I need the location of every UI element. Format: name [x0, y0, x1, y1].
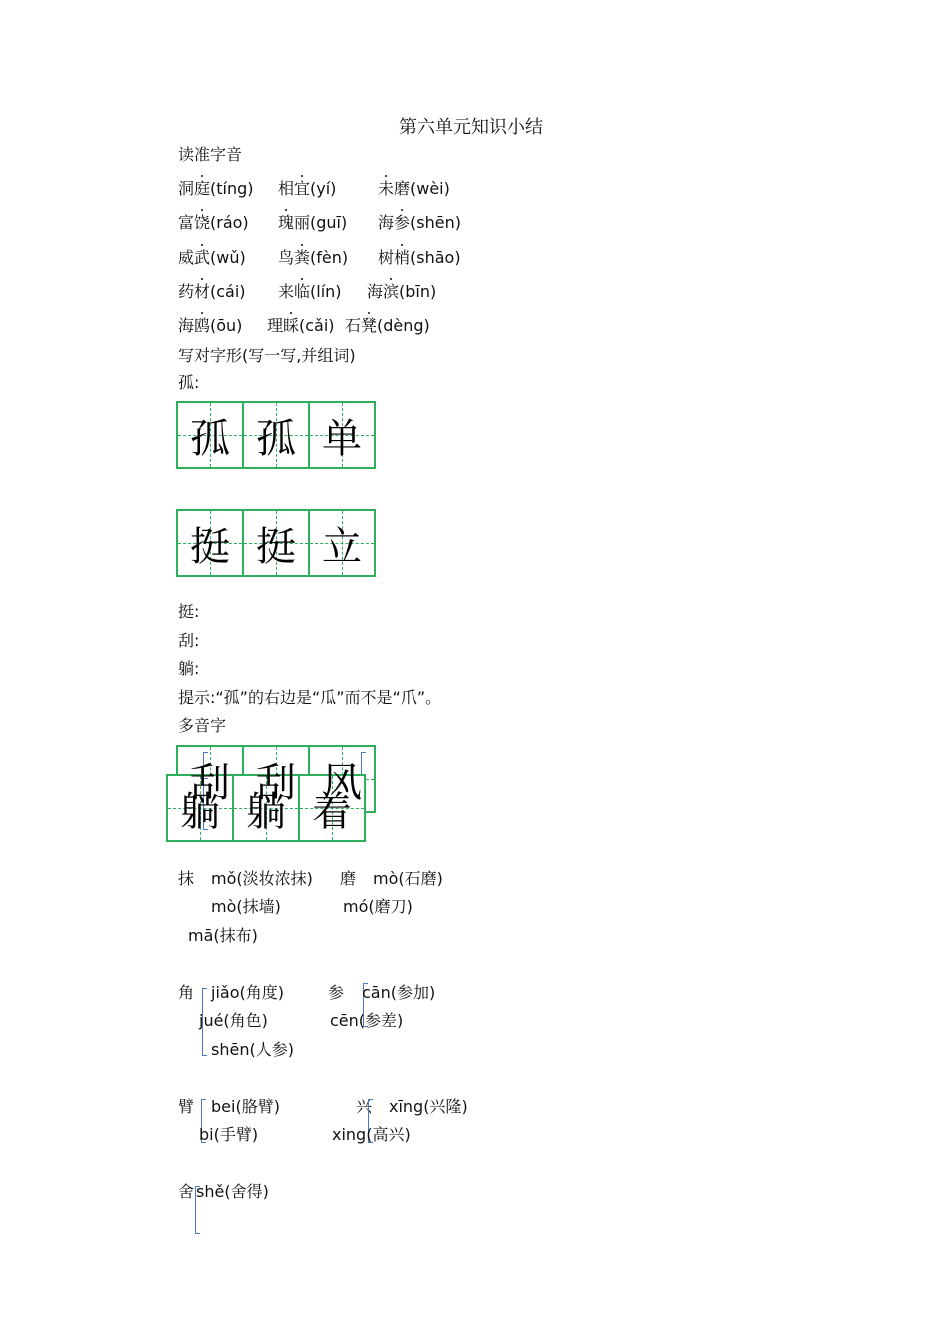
poly-reading: xīng(兴隆) [389, 1097, 468, 1116]
tianzige-grid-gua-clipped [176, 745, 376, 806]
pron-item: 来临(lín) [278, 282, 342, 301]
poly-char: 兴 [356, 1097, 373, 1116]
poly-reading: shēn(人参) [211, 1040, 294, 1059]
grid-char: 立 [322, 523, 362, 570]
tianzige-grid-tang [166, 774, 364, 842]
poly-reading: mò(石磨) [373, 869, 443, 888]
grid-char: 躺 [180, 788, 220, 835]
emphasis-dot [301, 244, 303, 246]
grid-char: 挺 [190, 523, 230, 570]
grid-char: 孤 [256, 415, 296, 462]
pron-item: 洞庭(tíng) [178, 179, 254, 198]
emphasis-dot [201, 175, 203, 177]
pron-item: 海鸥(ōu) [178, 316, 243, 335]
poly-reading: mò(抹墙) [211, 897, 281, 916]
pron-item: 理睬(cǎi) [267, 316, 335, 335]
emphasis-dot [401, 209, 403, 211]
tianzige-cell [308, 401, 376, 469]
poly-reading: cēn(参差) [330, 1011, 404, 1030]
grid-char: 刮 [190, 759, 230, 806]
pron-item: 树梢(shāo) [378, 248, 461, 267]
pron-item: 未磨(wèi) [378, 179, 450, 198]
poly-char: 舍 [178, 1182, 195, 1201]
poly-char: 角 [178, 983, 195, 1002]
pron-item: 瑰丽(guī) [278, 213, 348, 232]
grid-char: 挺 [256, 523, 296, 570]
emphasis-dot [390, 278, 392, 280]
tianzige-cell [242, 509, 310, 577]
tianzige-grid-gu [176, 401, 374, 469]
pron-item: 威武(wǔ) [178, 248, 246, 267]
section-heading-write: 写对字形(写一写,并组词) [178, 346, 356, 365]
pron-item: 海滨(bīn) [367, 282, 437, 301]
char-label-tang: 躺: [178, 659, 200, 678]
section-heading-read: 读准字音 [178, 145, 243, 164]
tianzige-cell [242, 401, 310, 469]
poly-reading: jiǎo(角度) [211, 983, 284, 1002]
emphasis-dot [301, 175, 303, 177]
tianzige-cell [176, 509, 244, 577]
tianzige-cell [176, 401, 244, 469]
emphasis-dot [368, 312, 370, 314]
emphasis-dot [285, 209, 287, 211]
emphasis-dot [201, 209, 203, 211]
poly-reading: bi(手臂) [199, 1125, 259, 1144]
tianzige-grid-ting [176, 509, 374, 577]
pron-item: 鸟粪(fèn) [278, 248, 349, 267]
emphasis-dot [290, 312, 292, 314]
pron-item: 相宜(yí) [278, 179, 337, 198]
grid-char: 躺 [246, 788, 286, 835]
grid-char: 单 [322, 415, 362, 462]
emphasis-dot [401, 244, 403, 246]
poly-char: 臂 [178, 1097, 195, 1116]
poly-reading: mǒ(淡妆浓抹) [211, 869, 313, 888]
char-label-ting: 挺: [178, 602, 200, 621]
poly-reading: cān(参加) [362, 983, 436, 1002]
poly-reading: mó(磨刀) [343, 897, 413, 916]
poly-char: 参 [328, 983, 345, 1002]
char-label-gu: 孤: [178, 373, 200, 392]
emphasis-dot [201, 312, 203, 314]
emphasis-dot [201, 278, 203, 280]
grid-char: 着 [312, 788, 352, 835]
grid-char: 孤 [190, 415, 230, 462]
poly-reading: jué(角色) [199, 1011, 268, 1030]
grid-char: 风 [322, 759, 362, 806]
poly-reading: mā(抹布) [188, 926, 258, 945]
section-heading-poly: 多音字 [178, 716, 227, 735]
poly-reading: bei(胳臂) [211, 1097, 280, 1116]
poly-char: 抹 [178, 869, 195, 888]
pron-item: 海参(shēn) [378, 213, 461, 232]
pron-item: 石凳(dèng) [345, 316, 430, 335]
emphasis-dot [301, 278, 303, 280]
poly-char: 磨 [340, 869, 357, 888]
char-label-gua: 刮: [178, 631, 200, 650]
grid-char: 刮 [256, 759, 296, 806]
page-title: 第六单元知识小结 [399, 117, 543, 138]
emphasis-dot [201, 244, 203, 246]
tip-text: 提示:“孤”的右边是“瓜”而不是“爪”。 [178, 688, 442, 707]
pron-item: 富饶(ráo) [178, 213, 249, 232]
poly-reading: shě(舍得) [196, 1182, 269, 1201]
pron-item: 药材(cái) [178, 282, 246, 301]
tianzige-cell [308, 509, 376, 577]
emphasis-dot [385, 175, 387, 177]
poly-reading: xing(高兴) [332, 1125, 411, 1144]
